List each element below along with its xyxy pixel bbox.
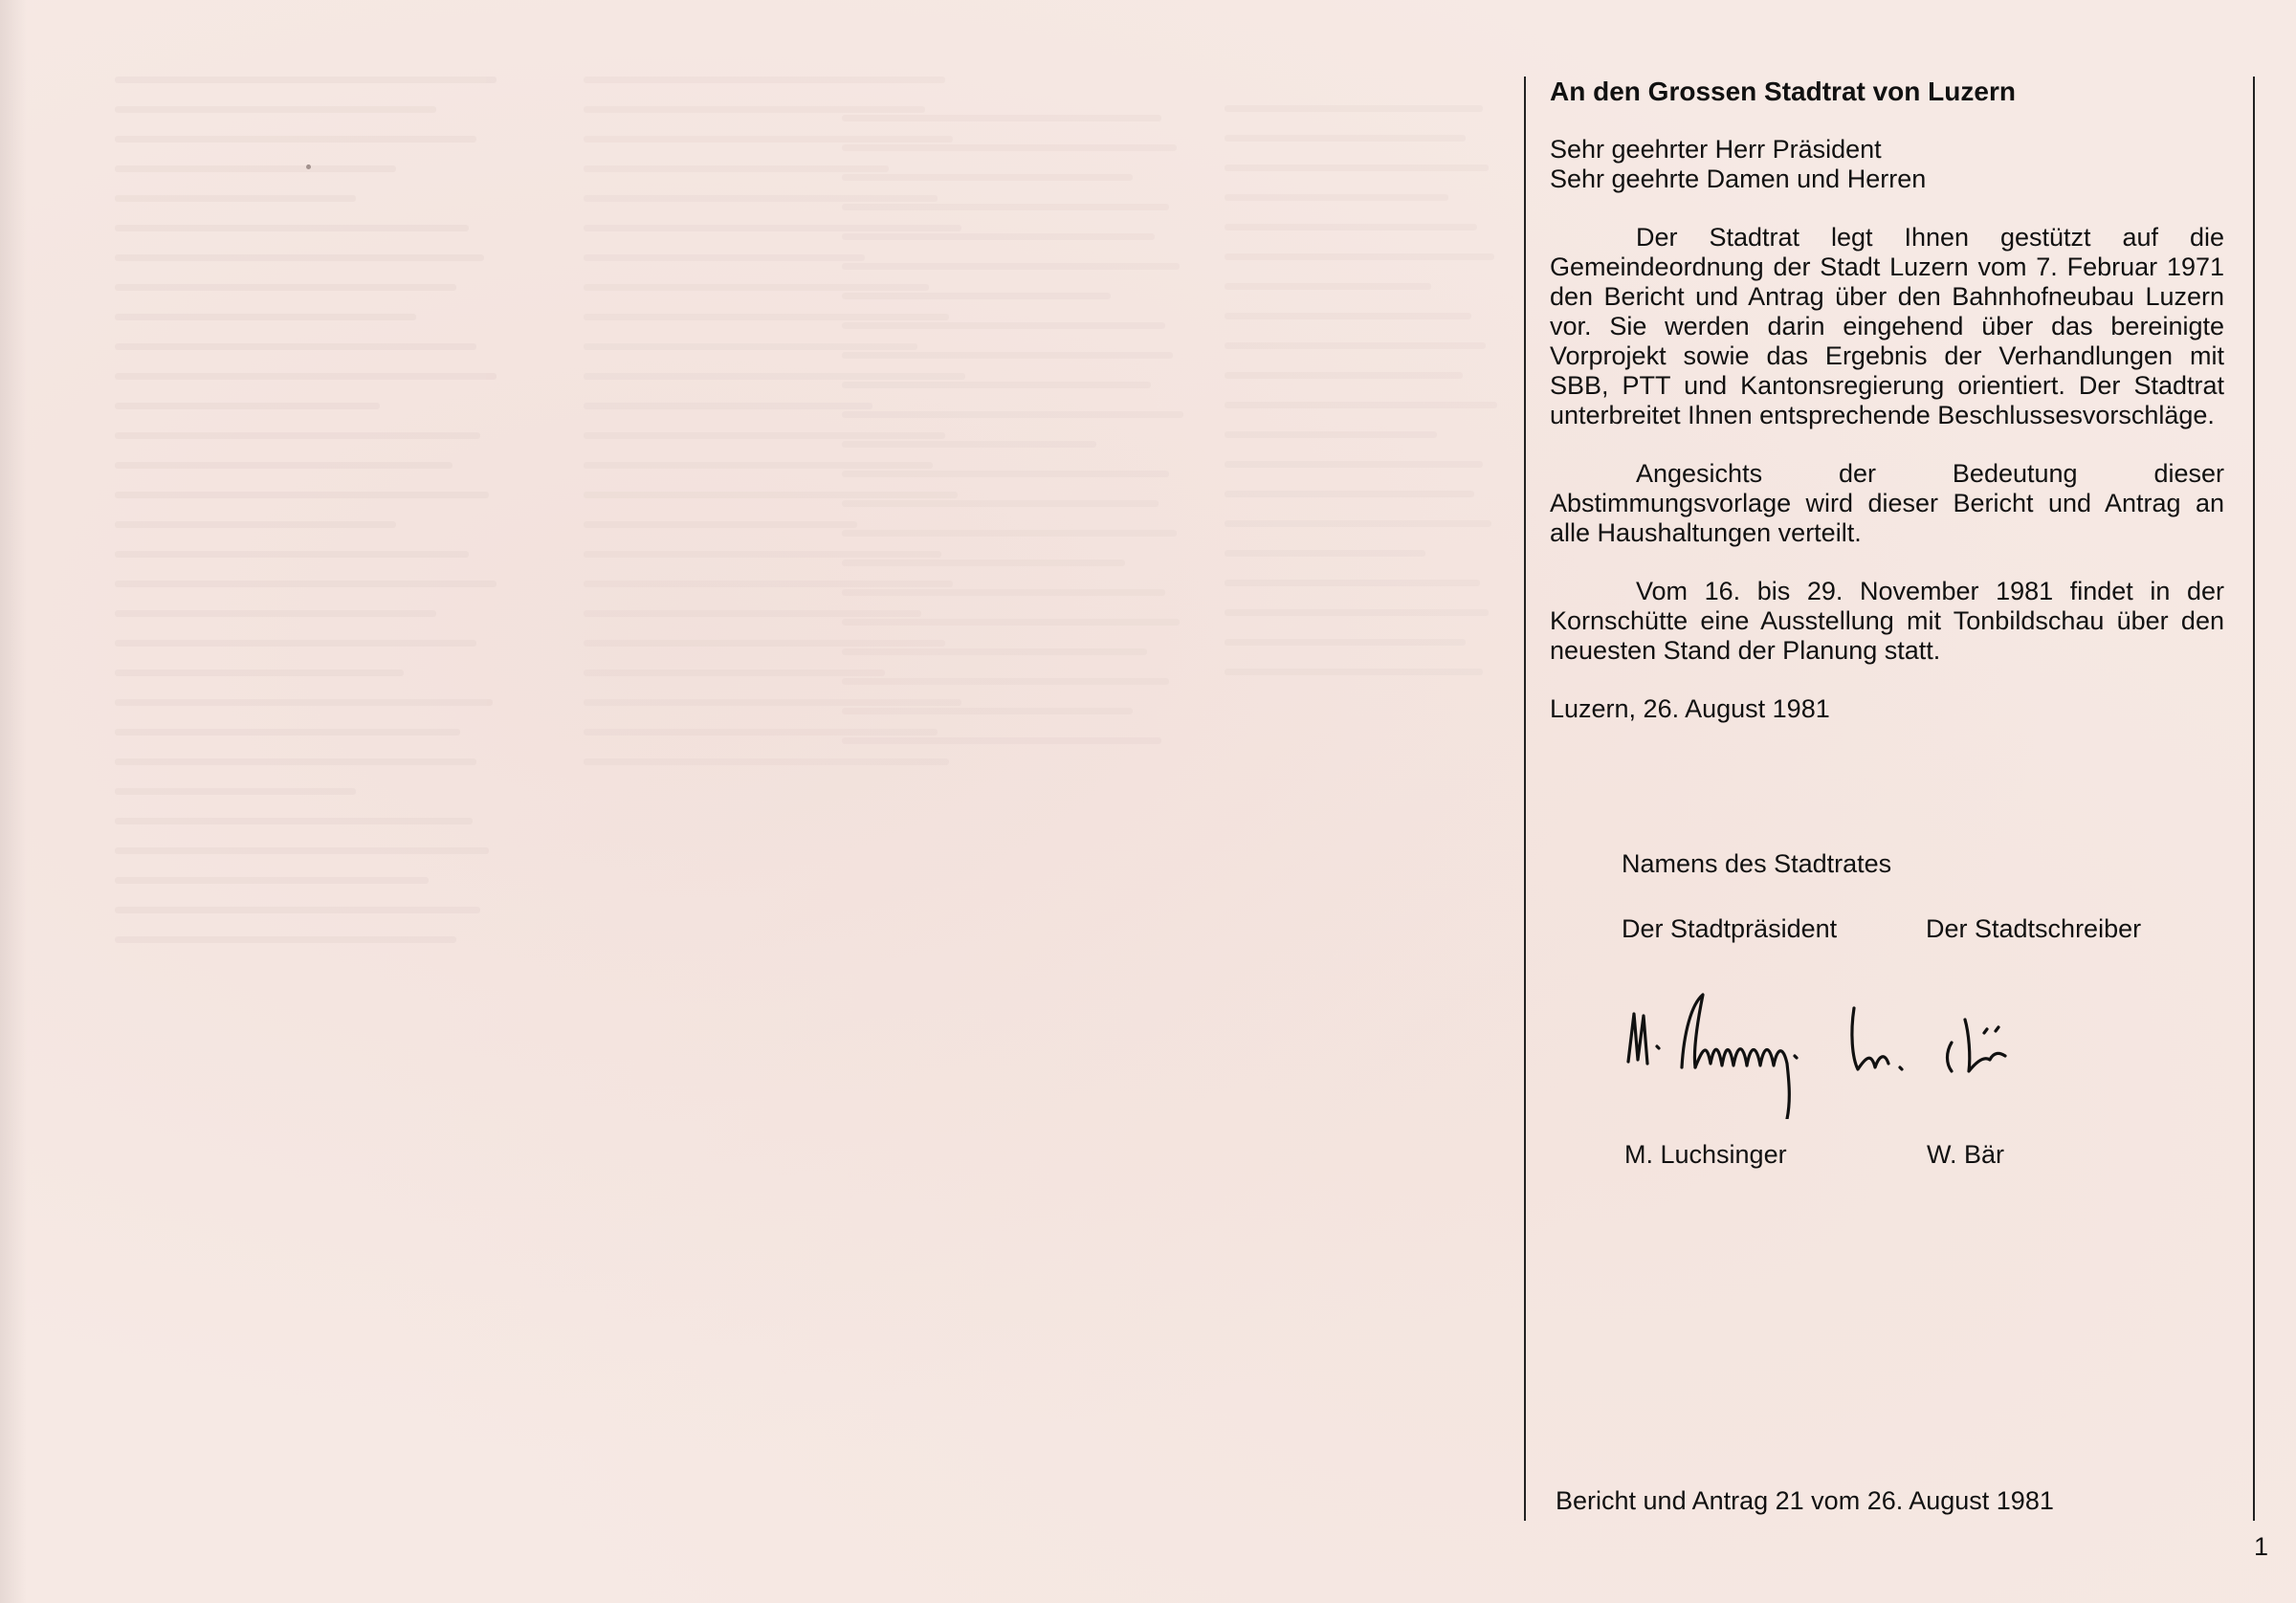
paragraph: Vom 16. bis 29. November 1981 findet in der Kornschütte eine Ausstellung mit Tonbildschau über den neuesten Stand der Planung statt. — [1550, 577, 2224, 665]
show-through-column-right — [1225, 105, 1512, 698]
place-date: Luzern, 26. August 1981 — [1550, 694, 1830, 723]
signatory-name: W. Bär — [1927, 1140, 2005, 1169]
show-through-column-left — [115, 77, 517, 966]
show-through-column-middle — [842, 115, 1205, 767]
paragraph: Angesichts der Bedeutung dieser Abstimmungsvorlage wird dieser Bericht und Antrag an alle Haushaltungen verteilt. — [1550, 459, 2224, 547]
signatory-name: M. Luchsinger — [1624, 1140, 1787, 1169]
page-fold-shadow — [0, 0, 27, 1603]
letter-heading: An den Grossen Stadtrat von Luzern — [1550, 77, 2016, 106]
document-reference-footer: Bericht und Antrag 21 vom 26. August 1981 — [1556, 1486, 2054, 1515]
handwritten-signatures — [1615, 976, 2112, 1119]
salutation — [1550, 135, 2224, 194]
on-behalf-line: Namens des Stadtrates — [1622, 849, 1892, 878]
page-number: 1 — [2254, 1532, 2269, 1561]
salutation-line: Sehr geehrter Herr Präsident — [1550, 135, 1882, 164]
letter-body — [1550, 77, 2224, 1169]
salutation-line: Sehr geehrte Damen und Herren — [1550, 165, 1927, 193]
signatory-title: Der Stadtpräsident — [1622, 914, 1838, 943]
paragraph: Der Stadtrat legt Ihnen gestützt auf die Gemeindeordnung der Stadt Luzern vom 7. Februar 1971 den Bericht und Antrag über den Bahnhofneubau Luzern vor. Sie werden darin eingehend über das bereinigte Vorprojekt sowie das Ergebnis der Verhandlungen mit SBB, PTT und Kantonsregierung orientiert. Der Stadtrat unterbreitet Ihnen entsprechende Beschlussesvorschläge. — [1550, 223, 2224, 429]
signatory-title: Der Stadtschreiber — [1926, 914, 2142, 943]
